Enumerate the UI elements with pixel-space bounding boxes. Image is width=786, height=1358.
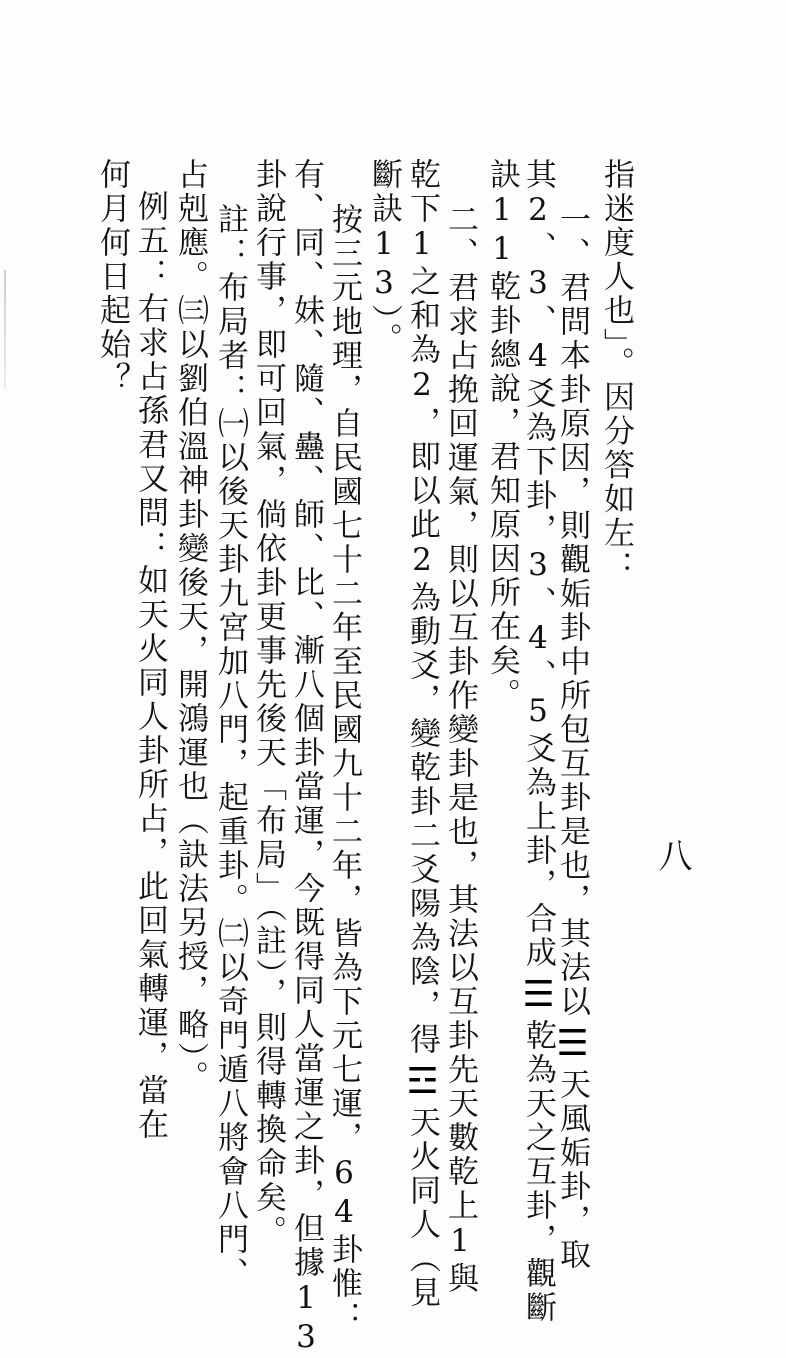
hexagram-symbol: ☲ — [402, 1061, 443, 1102]
text-segment: 訣11乾卦總說，君知原因所在矣。 — [484, 158, 520, 712]
text-column-7 — [366, 158, 402, 357]
text-segment: 有、同、妹、隨、蠱、師、比、漸八個卦當運，今既得同人當運之卦，但據13 — [288, 158, 324, 1358]
text-segment: 註：布局者：㈠以後天卦九宮加八門，起重卦。㈡以奇門遁八將會八門、 — [212, 203, 248, 1291]
text-segment: 二、君求占挽回運氣，則以互卦作變卦是也，其法以互卦先天數乾上1與 — [442, 203, 478, 1296]
text-column-9 — [288, 158, 324, 1358]
text-column-11 — [212, 203, 248, 1291]
text-column-13 — [132, 190, 168, 1142]
text-segment: 卦說行事，即可回氣，倘依卦更事先後天「布局」（註），則得轉換命矣。 — [250, 158, 286, 1249]
text-column-4 — [484, 158, 520, 712]
text-segment: 何月何日起始？ — [94, 158, 130, 396]
text-segment: 乾下1之和為2，即以此2為動爻，變乾卦二爻陽為陰，得 — [404, 158, 440, 1057]
text-segment: 例五：右求占孫君又問：如天火同人卦所占，此回氣轉運，當在 — [132, 190, 168, 1142]
scan-edge-mark — [4, 270, 6, 390]
text-column-2 — [552, 203, 593, 1272]
hexagram-symbol: ☰ — [518, 974, 559, 1015]
text-segment: 占剋應。㈢以劉伯溫神卦變後天，開鴻運也（訣法另授，略）。 — [172, 158, 208, 1095]
text-column-14 — [94, 158, 130, 396]
text-segment: 一、君問本卦原因，則觀姤卦中所包互卦是也，其法以 — [554, 203, 590, 1019]
text-segment: 天風姤卦，取 — [554, 1068, 590, 1272]
text-segment: 指迷度人也」。因分答如左： — [598, 158, 634, 585]
text-segment: 按三元地理，自民國七十二年至民國九十二年，皆為下元七運，64卦惟： — [326, 203, 362, 1335]
text-column-8 — [326, 203, 362, 1335]
text-column-10 — [250, 158, 286, 1249]
text-segment: 乾為天之互卦，觀斷 — [520, 1019, 556, 1325]
text-segment: 其2、3、4爻為下卦，3、4、5爻為上卦，合成 — [520, 158, 556, 970]
text-segment: 斷訣13）。 — [366, 158, 402, 357]
text-segment: 天火同人（見 — [404, 1106, 440, 1310]
text-column-6 — [402, 158, 443, 1310]
text-column-3 — [518, 158, 559, 1325]
page-number: 八 — [652, 838, 692, 872]
hexagram-symbol: ☰ — [552, 1023, 593, 1064]
text-column-1 — [598, 158, 634, 585]
text-column-12 — [172, 158, 208, 1095]
text-column-5 — [442, 203, 478, 1296]
